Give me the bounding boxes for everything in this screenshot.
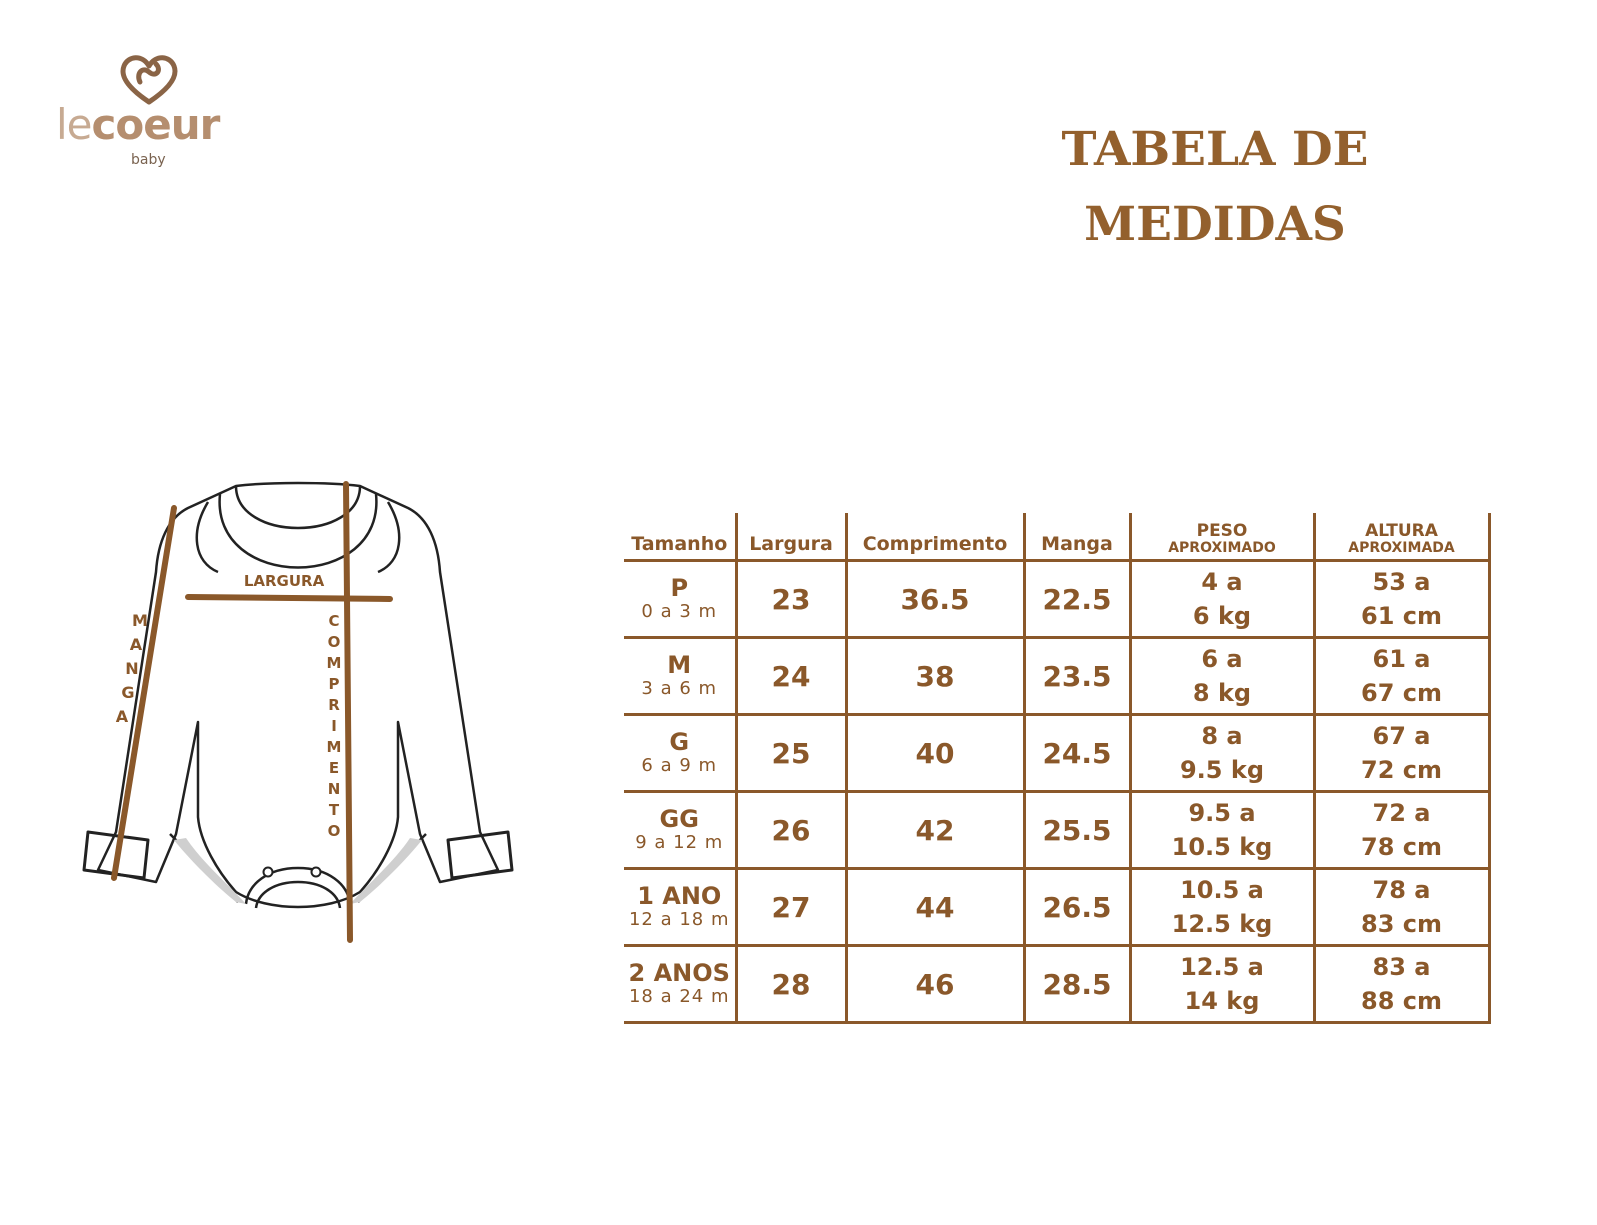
table-header-row: [624, 513, 1489, 561]
largura-cell: 23: [736, 561, 846, 638]
comprimento-cell: 38: [846, 638, 1024, 715]
comprimento-cell: 44: [846, 869, 1024, 946]
peso-cell: 4 a 6 kg: [1130, 561, 1314, 638]
manga-cell: 23.5: [1024, 638, 1130, 715]
header-manga: Manga: [1024, 513, 1130, 561]
largura-cell: 24: [736, 638, 846, 715]
comprimento-letter: P: [328, 675, 340, 693]
altura-cell: 67 a 72 cm: [1314, 715, 1489, 792]
page-title: TABELA DE MEDIDAS: [1061, 122, 1369, 252]
manga-letter: M: [132, 611, 148, 630]
comprimento-cell: 40: [846, 715, 1024, 792]
comprimento-measure-line: [346, 484, 350, 940]
comprimento-letter: O: [327, 633, 341, 651]
peso-cell: 8 a 9.5 kg: [1130, 715, 1314, 792]
header-peso: PESO APROXIMADO: [1130, 513, 1314, 561]
peso-cell: 9.5 a 10.5 kg: [1130, 792, 1314, 869]
header-comprimento: Comprimento: [846, 513, 1024, 561]
manga-letter: A: [129, 635, 143, 654]
comprimento-letter: O: [327, 822, 341, 840]
brand-wordmark: lecoeur: [56, 100, 220, 149]
comprimento-letter: M: [326, 738, 342, 756]
size-cell: GG 9 a 12 m: [624, 792, 736, 869]
table-row: [624, 869, 1489, 946]
comprimento-cell: 42: [846, 792, 1024, 869]
header-largura: Largura: [736, 513, 846, 561]
manga-cell: 24.5: [1024, 715, 1130, 792]
size-cell: M 3 a 6 m: [624, 638, 736, 715]
heart-logo-icon: [118, 52, 180, 106]
comprimento-letter: T: [328, 801, 340, 819]
header-tamanho: Tamanho: [624, 513, 736, 561]
comprimento-letter: C: [328, 612, 340, 630]
largura-label: LARGURA: [243, 572, 325, 590]
comprimento-cell: 36.5: [846, 561, 1024, 638]
header-altura: ALTURA APROXIMADA: [1314, 513, 1489, 561]
manga-cell: 25.5: [1024, 792, 1130, 869]
peso-cell: 12.5 a 14 kg: [1130, 946, 1314, 1023]
table-row: [624, 715, 1489, 792]
brand-logo: [56, 48, 256, 178]
largura-measure-line: [188, 597, 390, 599]
table-row: [624, 638, 1489, 715]
comprimento-letter: I: [331, 717, 337, 735]
manga-letter: N: [125, 659, 139, 678]
altura-cell: 61 a 67 cm: [1314, 638, 1489, 715]
manga-cell: 22.5: [1024, 561, 1130, 638]
comprimento-cell: 46: [846, 946, 1024, 1023]
table-row: [624, 561, 1489, 638]
table-row: [624, 946, 1489, 1023]
comprimento-letter: N: [327, 780, 341, 798]
manga-cell: 26.5: [1024, 869, 1130, 946]
largura-cell: 28: [736, 946, 846, 1023]
size-table: [624, 513, 1491, 1024]
largura-cell: 25: [736, 715, 846, 792]
size-cell: P 0 a 3 m: [624, 561, 736, 638]
manga-letter: A: [115, 707, 129, 726]
size-cell: 1 ANO 12 a 18 m: [624, 869, 736, 946]
manga-cell: 28.5: [1024, 946, 1130, 1023]
comprimento-letter: R: [328, 696, 340, 714]
peso-cell: 10.5 a 12.5 kg: [1130, 869, 1314, 946]
largura-cell: 27: [736, 869, 846, 946]
size-cell: G 6 a 9 m: [624, 715, 736, 792]
size-cell: 2 ANOS 18 a 24 m: [624, 946, 736, 1023]
table-row: [624, 792, 1489, 869]
manga-letter: G: [121, 683, 135, 702]
altura-cell: 78 a 83 cm: [1314, 869, 1489, 946]
bodysuit-illustration: [78, 472, 518, 972]
size-table-container: [624, 513, 1491, 1024]
altura-cell: 72 a 78 cm: [1314, 792, 1489, 869]
altura-cell: 83 a 88 cm: [1314, 946, 1489, 1023]
comprimento-letter: E: [328, 759, 340, 777]
altura-cell: 53 a 61 cm: [1314, 561, 1489, 638]
largura-cell: 26: [736, 792, 846, 869]
brand-subtitle: baby: [131, 152, 166, 168]
peso-cell: 6 a 8 kg: [1130, 638, 1314, 715]
comprimento-letter: M: [326, 654, 342, 672]
